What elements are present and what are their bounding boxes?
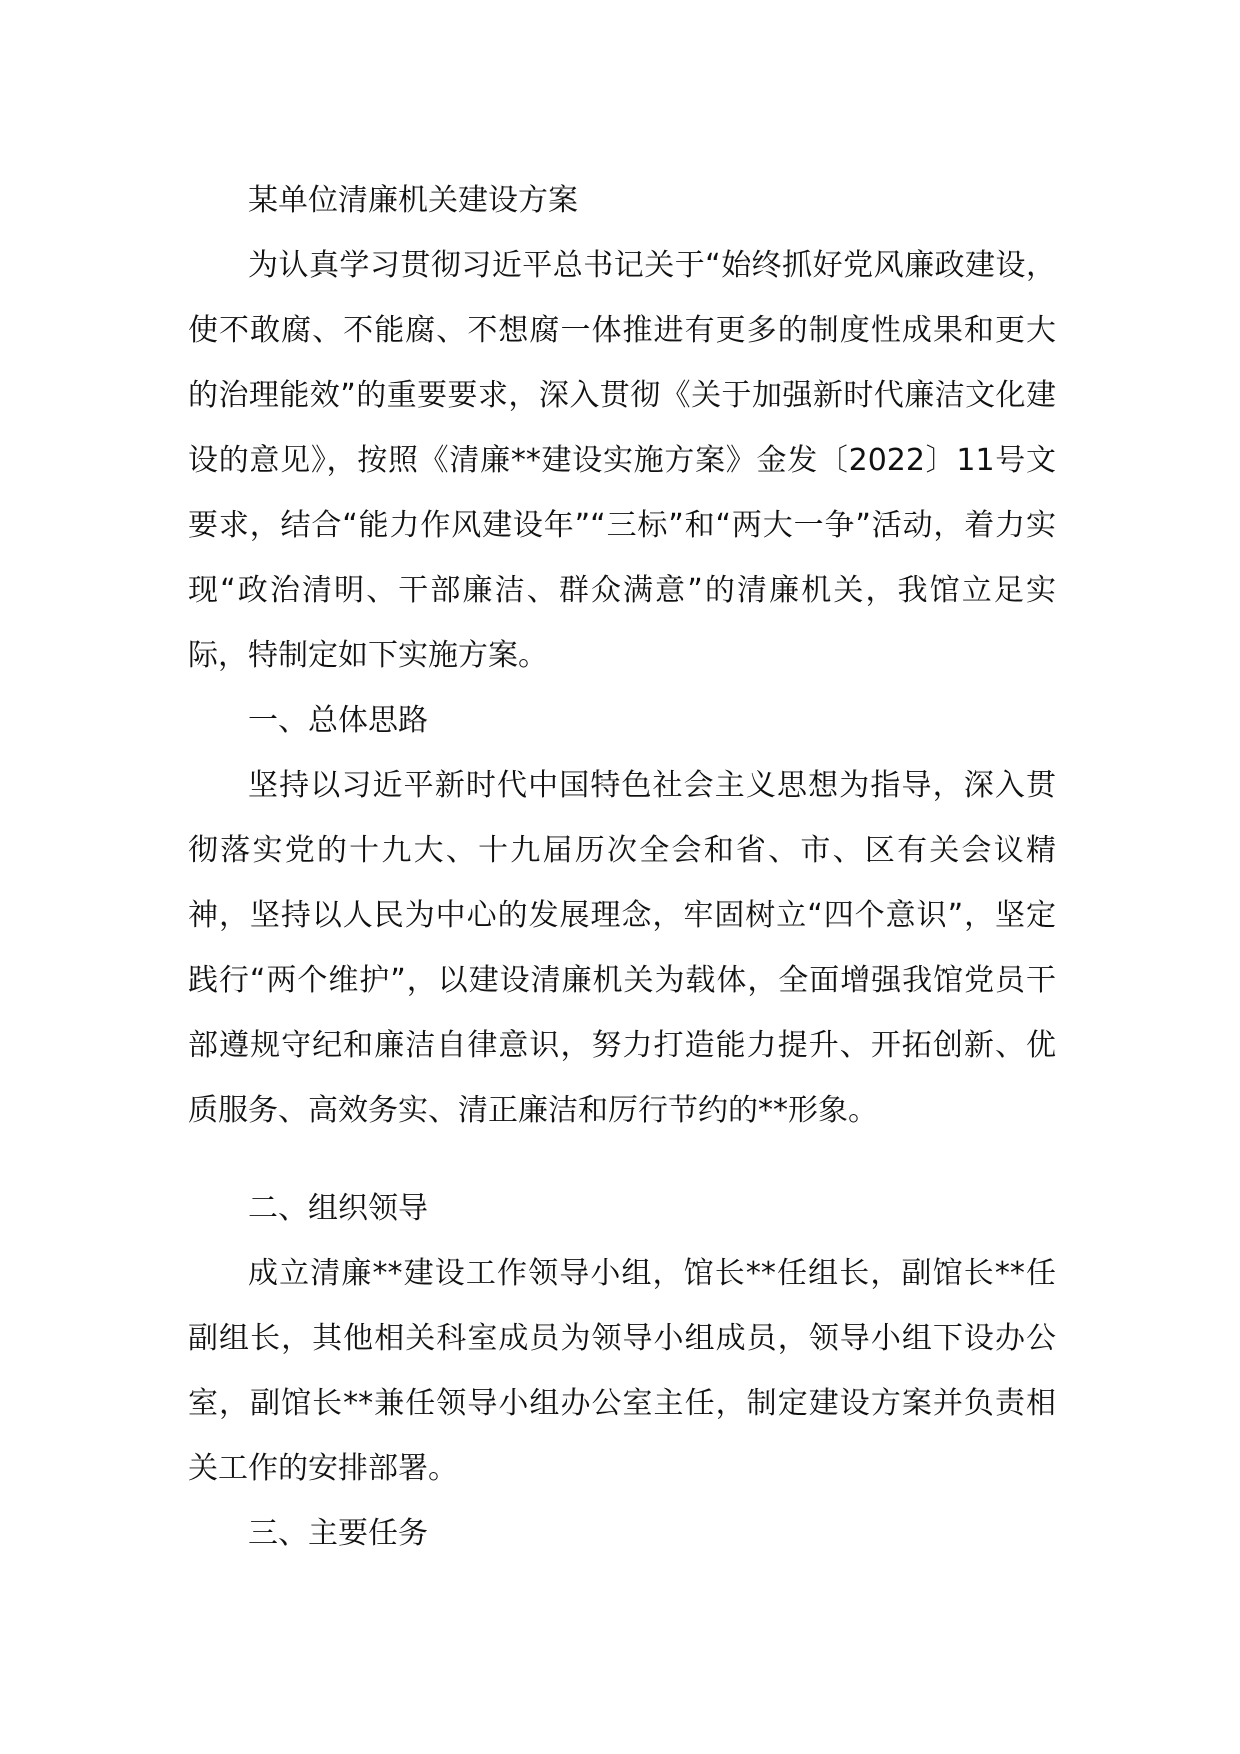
intro-paragraph: 为认真学习贯彻习近平总书记关于“始终抓好党风廉政建设，使不敢腐、不能腐、不想腐一体推进有更多的制度性成果和更大的治理能效”的重要要求，深入贯彻《关于加强新时代廉洁文化建设的意见》，按照《清廉**建设实施方案》金发〔2022〕11号文要求，结合“能力作风建设年”“三标”和“两大一争”活动，着力实现“政治清明、干部廉洁、群众满意”的清廉机关，我馆立足实际，特制定如下实施方案。 [188,248,1056,673]
section-2-heading: 二、组织领导 [248,1191,428,1226]
section-1-heading: 一、总体思路 [248,703,428,738]
section-1-paragraph: 坚持以习近平新时代中国特色社会主义思想为指导，深入贯彻落实党的十九大、十九届历次全会和省、市、区有关会议精神，坚持以人民为中心的发展理念，牢固树立“四个意识”，坚定践行“两个维护”，以建设清廉机关为载体，全面增强我馆党员干部遵规守纪和廉洁自律意识，努力打造能力提升、开拓创新、优质服务、高效务实、清正廉洁和厉行节约的**形象。 [188,768,1056,1128]
section-2-paragraph: 成立清廉**建设工作领导小组，馆长**任组长，副馆长**任副组长，其他相关科室成员为领导小组成员，领导小组下设办公室，副馆长**兼任领导小组办公室主任，制定建设方案并负责相关工作的安排部署。 [188,1256,1056,1486]
document-body [188,168,1056,1566]
document-title: 某单位清廉机关建设方案 [248,183,578,218]
section-3-heading: 三、主要任务 [248,1516,428,1551]
